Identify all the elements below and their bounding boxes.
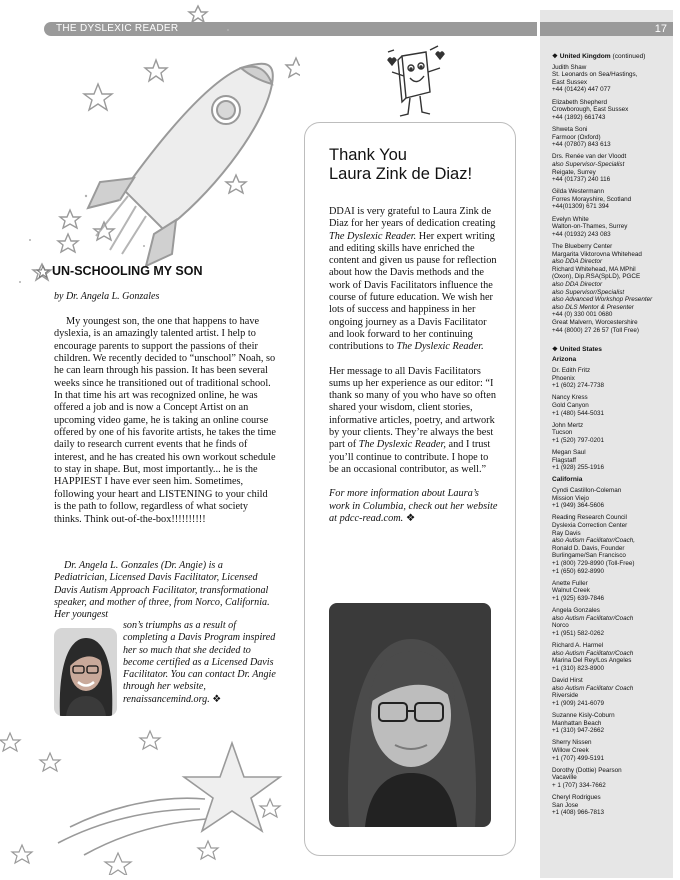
entry-line: Norco [552,622,569,630]
directory-entry [552,367,670,390]
entry-line: also DLS Mentor & Presenter [552,303,634,311]
entry-line: +1 (928) 255-1916 [552,464,604,472]
entry-line: also Autism Facilitator/Coach [552,649,634,657]
entry-name: Richard A. Harmel [552,642,604,650]
directory-entry [552,153,670,183]
entry-line: St. Leonards on Sea/Hastings, [552,71,638,79]
entry-name: Suzanne Kisly-Coburn [552,712,615,720]
star-cluster-left [0,0,300,300]
article-title: UN-SCHOOLING MY SON [52,264,203,278]
tribute-paragraph-1: DDAI is very grateful to Laura Zink de Diaz for her years of dedication creating The Dyslexic Reader. Her expert writing and editing skills have enriched the content and given us pause for reflection about how the Davis methods and the work of Davis Facilitators influence the course of future education. We wish her lots of success and happiness in her ongoing journey as a Davis Facilitator and look forward to her continuing contributions to The Dyslexic Reader. [329,206,497,353]
article-byline: by Dr. Angela L. Gonzales [54,291,160,302]
entry-line: Ray Davis [552,529,581,537]
entry-name: David Hirst [552,677,583,685]
directory-entry [552,642,670,672]
entry-line: also Autism Facilitator/Coach, [552,537,636,545]
entry-line: +1 (951) 582-0262 [552,629,604,637]
entry-line: +44 (01932) 243 083 [552,230,611,238]
entry-line: +1 (925) 639-7846 [552,594,604,602]
tribute-title: Thank You Laura Zink de Diaz! [329,146,473,183]
page-number: 17 [540,22,673,36]
entry-line: San Jose [552,801,579,809]
directory-entry [552,794,670,817]
entry-line: Walnut Creek [552,587,590,595]
directory-entry [552,739,670,762]
entry-line: Vacaville [552,774,577,782]
entry-name: Gilda Westermann [552,188,605,196]
publication-title: THE DYSLEXIC READER [56,23,179,34]
entry-name: Angela Gonzales [552,607,600,615]
entry-name: Dorothy (Dottie) Pearson [552,766,622,774]
article-body: My youngest son, the one that happens to have dyslexia, is an amazingly talented artist. I help to encourage parents to support the passions of their children. We recently decided to “unschool” Noah, so he can learn through his passion. It has been several weeks since he transitioned out of traditional school. In that time his art was recognized online, he was offered a job and is now a Concept Artist on an upcoming video game, he is taking an online course offered by one of his favorite artists, he takes the time daily to research current events that he finds of interest, and he has created his own workout schedule to stay in shape. But, most importantly... he is the HAPPIEST I have ever seen him. Sometimes, following your heart and LISTENING to your child is the path to follow, regardless of what society thinks. Think out-of-the-box!!!!!!!!!! [54,316,276,525]
directory-entry [552,126,670,149]
directory-entry [552,243,670,334]
author-photo [54,628,117,716]
directory-entry [552,99,670,122]
entry-line: +1 (480) 544-5031 [552,409,604,417]
entry-line: Tucson [552,429,573,437]
entry-name: Sherry Nissen [552,739,592,747]
entry-name: Nancy Kress [552,394,588,402]
entry-name: Cheryl Rodrigues [552,794,601,802]
diamond-bullet-icon: ❖ [552,345,560,353]
entry-line: Ronald D. Davis, Founder [552,544,625,552]
entry-line: Reigate, Surrey [552,168,596,176]
entry-line: Flagstaff [552,456,577,464]
directory-entry [552,64,670,94]
directory-entry [552,449,670,472]
entry-name: Megan Saul [552,449,586,457]
entry-line: also DDA Director [552,258,603,266]
entry-line: +44 (1892) 661743 [552,113,606,121]
arizona-entry-list [552,367,670,472]
entry-line: Walton-on-Thames, Surrey [552,223,628,231]
entry-line: Richard Whitehead, MA MPhil [552,265,636,273]
directory-entry [552,216,670,239]
tribute-body [329,206,499,537]
entry-line: +1 (602) 274-7738 [552,382,604,390]
entry-name: Anette Fuller [552,579,588,587]
entry-line: +1 (310) 947-2662 [552,727,604,735]
entry-name: Dr. Edith Fritz [552,366,591,374]
region-heading-uk: ❖ United Kingdom (continued) [552,53,646,60]
book-mascot-illustration [380,42,450,124]
entry-line: also Autism Facilitator/Coach [552,614,634,622]
directory-entry [552,767,670,790]
entry-line: + 1 (707) 334-7662 [552,781,606,789]
entry-line: Willow Creek [552,747,589,754]
entry-line: also Supervisor-Specialist [552,160,625,168]
entry-line: +1 (408) 966-7813 [552,809,604,817]
directory-entry [552,188,670,211]
entry-name: Evelyn White [552,215,589,223]
entry-line: +1 (949) 364-5606 [552,502,604,510]
end-mark-icon: ❖ [405,512,416,524]
entry-line: Burlingame/San Francisco [552,552,626,560]
state-heading-california: California [552,476,583,484]
entry-line: Farmoor (Oxford) [552,133,601,141]
entry-line: Forres Morayshire, Scotland [552,195,632,203]
entry-line: +1 (310) 823-8900 [552,664,604,672]
entry-name: John Mertz [552,421,584,429]
shooting-star-illustration [0,725,300,875]
entry-line: also Advanced Workshop Presenter [552,296,653,304]
directory-entry [552,712,670,735]
entry-line: (Oxon), Dip.RSA(SpLD), PGCE [552,273,641,281]
directory-entry [552,394,670,417]
author-bio-intro: Dr. Angela L. Gonzales (Dr. Angie) is a Pediatrician, Licensed Davis Facilitator, Licensed Davis Autism Approach Facilitator, transformational speaker, and mother of three, from Norco, California. Her youngest [54,560,270,621]
entry-line: also DDA Director [552,281,603,288]
entry-line: Crowborough, East Sussex [552,106,629,114]
entry-line: Dyslexia Correction Center [552,522,628,529]
entry-line: Phoenix [552,374,575,382]
region-heading-us: ❖ United States [552,345,602,353]
entry-line: Great Malvern, Worcestershire [552,318,638,326]
entry-line: +1 (909) 241-6079 [552,699,604,707]
directory-entry [552,607,670,637]
laura-photo [329,603,491,827]
entry-line: +44 (0) 330 001 0680 [552,311,613,319]
entry-line: Manhattan Beach [552,719,602,727]
author-bio-continued: son’s triumphs as a result of completing a Davis Program inspired her so much that she decided to become certified as a Licensed Davis Facilitator. You can contact Dr. Angie through her website, renaissancemind.org. ❖ [123,620,276,705]
directory-entry [552,422,670,445]
tribute-paragraph-2: Her message to all Davis Facilitators sums up her experience as our editor: “I thank so many of you who have so often shared your wisdom, client stories, informative articles, poetry, and artwork by your clients. They’re always the best part of The Dyslexic Reader, and I trust you’ll continue to contribute. I hope to be an occasional contributor, as well.” [329,365,497,475]
star-bullet-icon [36,265,50,279]
entry-line: +1 (520) 797-0201 [552,436,604,444]
entry-line: also Supervisor/Specialist [552,288,625,296]
entry-line: +1 (707) 499-5191 [552,754,604,762]
directory-entry [552,487,670,510]
entry-line: Margarita Viktorovna Whitehead [552,250,642,258]
entry-name: Shweta Soni [552,125,588,133]
entry-line: Marina Del Rey/Los Angeles [552,657,632,665]
entry-line: +1 (800) 729-8990 (Toll-Free) [552,559,635,567]
entry-line: +1 (650) 692-8990 [552,567,604,575]
entry-name: Drs. Renée van der Vloodt [552,153,627,161]
entry-line: Riverside [552,692,579,700]
entry-line: Gold Canyon [552,401,589,409]
entry-line: +44(01309) 671 394 [552,203,609,211]
entry-line: also Autism Facilitator Coach [552,684,634,692]
entry-name: Judith Shaw [552,63,587,71]
entry-name: Reading Research Council [552,514,627,522]
diamond-bullet-icon: ❖ [552,53,560,60]
entry-line: +44 (07807) 843 613 [552,141,611,149]
entry-line: East Sussex [552,78,587,86]
end-mark-icon: ❖ [212,693,222,705]
directory-entry [552,677,670,707]
tribute-website-note: For more information about Laura’s work in Columbia, check out her website at pdcc-read.com. ❖ [329,488,498,524]
entry-line: +44 (01737) 240 116 [552,176,611,184]
entry-name: Elizabeth Shepherd [552,98,607,106]
uk-entry-list [552,64,670,335]
entry-name: The Blueberry Center [552,243,613,251]
entry-line: +44 (01424) 447 077 [552,86,611,94]
facilitator-directory [552,50,670,822]
entry-line: +44 (8000) 27 26 57 (Toll Free) [552,326,639,334]
directory-entry [552,514,670,575]
state-heading-arizona: Arizona [552,356,577,364]
entry-line: Mission Viejo [552,494,589,502]
entry-name: Cyndi Castillon-Coleman [552,487,622,495]
directory-entry [552,580,670,603]
california-entry-list [552,487,670,817]
